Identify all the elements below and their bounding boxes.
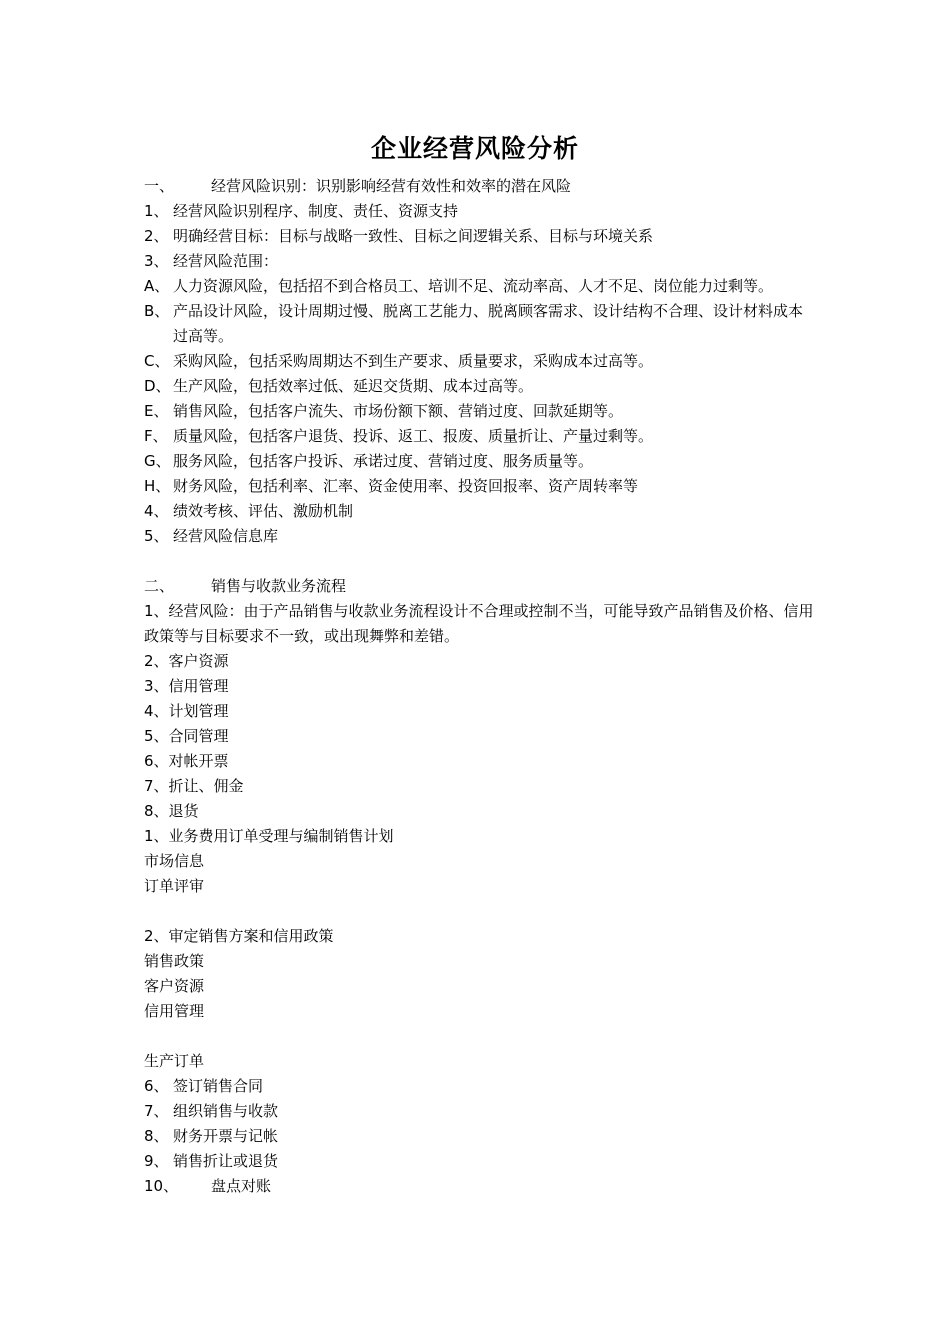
list-item — [144, 474, 814, 499]
list-item — [144, 1174, 814, 1199]
intro-text: 1、经营风险：由于产品销售与收款业务流程设计不合理或控制不当，可能导致产品销售及价格、信用政策等与目标要求不一致，或出现舞弊和差错。 — [144, 602, 814, 645]
item-text: 财务风险，包括利率、汇率、资金使用率、投资回报率、资产周转率等 — [173, 477, 639, 495]
list-item: 订单评审 — [144, 877, 205, 895]
item-marker: C、 — [144, 352, 170, 370]
item-marker: 6、 — [144, 1077, 169, 1095]
spacer — [144, 1024, 814, 1049]
list-item — [144, 499, 814, 524]
item-marker: B、 — [144, 302, 170, 320]
item-marker: 7、 — [144, 1102, 169, 1120]
page-title: 企业经营风险分析 — [370, 134, 579, 163]
item-marker: 1、 — [144, 202, 169, 220]
list-item — [144, 524, 814, 549]
list-item: 6、对帐开票 — [144, 752, 229, 770]
item-marker: 9、 — [144, 1152, 169, 1170]
list-item — [144, 1124, 814, 1149]
list-item: 8、退货 — [144, 802, 199, 820]
spacer — [144, 549, 814, 574]
item-marker: G、 — [144, 452, 171, 470]
list-item — [144, 399, 814, 424]
list-item — [144, 349, 814, 374]
document-body — [144, 174, 814, 1199]
list-item — [144, 274, 814, 299]
list-item: 2、客户资源 — [144, 652, 229, 670]
section2-list-a — [144, 649, 814, 899]
list-item — [144, 299, 814, 349]
section-heading-text: 销售与收款业务流程 — [211, 577, 347, 595]
list-item: 4、计划管理 — [144, 702, 229, 720]
item-marker: 4、 — [144, 502, 169, 520]
list-item: 3、信用管理 — [144, 677, 229, 695]
section2-list-c — [144, 1049, 814, 1074]
item-text: 经营风险识别程序、制度、责任、资源支持 — [173, 202, 459, 220]
section-marker: 一、 — [144, 177, 175, 195]
list-item — [144, 1149, 814, 1174]
list-item: 1、业务费用订单受理与编制销售计划 — [144, 827, 394, 845]
list-item: 5、合同管理 — [144, 727, 229, 745]
item-marker: A、 — [144, 277, 170, 295]
section-heading — [144, 574, 814, 599]
item-text: 销售折让或退货 — [173, 1152, 279, 1170]
section2-numbered-list — [144, 1074, 814, 1199]
item-text: 质量风险，包括客户退货、投诉、返工、报废、质量折让、产量过剩等。 — [173, 427, 654, 445]
item-text: 签订销售合同 — [173, 1077, 264, 1095]
list-item: 客户资源 — [144, 977, 205, 995]
list-item — [144, 449, 814, 474]
item-text: 产品设计风险，设计周期过慢、脱离工艺能力、脱离顾客需求、设计结构不合理、设计材料成本过高等。 — [173, 302, 804, 345]
item-marker: 5、 — [144, 527, 169, 545]
list-item — [144, 199, 814, 224]
item-text: 盘点对账 — [211, 1177, 272, 1195]
section-intro — [144, 599, 814, 649]
item-marker: E、 — [144, 402, 169, 420]
section-marker: 二、 — [144, 577, 175, 595]
item-marker: 2、 — [144, 227, 169, 245]
item-marker: 3、 — [144, 252, 169, 270]
item-marker: 10、 — [144, 1177, 179, 1195]
item-text: 销售风险，包括客户流失、市场份额下额、营销过度、回款延期等。 — [173, 402, 624, 420]
list-item: 销售政策 — [144, 952, 205, 970]
item-text: 明确经营目标：目标与战略一致性、目标之间逻辑关系、目标与环境关系 — [173, 227, 654, 245]
section-heading — [144, 174, 814, 199]
list-item — [144, 1099, 814, 1124]
list-item: 生产订单 — [144, 1052, 205, 1070]
section1-list — [144, 199, 814, 549]
item-text: 经营风险信息库 — [173, 527, 279, 545]
list-item: 7、折让、佣金 — [144, 777, 244, 795]
list-item — [144, 374, 814, 399]
list-item: 市场信息 — [144, 852, 205, 870]
list-item — [144, 249, 814, 274]
item-marker: D、 — [144, 377, 171, 395]
list-item — [144, 424, 814, 449]
spacer — [144, 899, 814, 924]
list-item — [144, 1074, 814, 1099]
item-text: 采购风险，包括采购周期达不到生产要求、质量要求，采购成本过高等。 — [173, 352, 654, 370]
item-text: 组织销售与收款 — [173, 1102, 279, 1120]
item-text: 人力资源风险，包括招不到合格员工、培训不足、流动率高、人才不足、岗位能力过剩等。 — [173, 277, 774, 295]
list-item — [144, 224, 814, 249]
item-marker: F、 — [144, 427, 168, 445]
list-item: 信用管理 — [144, 1002, 205, 1020]
item-marker: H、 — [144, 477, 171, 495]
item-text: 绩效考核、评估、激励机制 — [173, 502, 354, 520]
item-text: 财务开票与记帐 — [173, 1127, 279, 1145]
item-text: 经营风险范围： — [173, 252, 279, 270]
section-heading-text: 经营风险识别：识别影响经营有效性和效率的潜在风险 — [211, 177, 572, 195]
item-text: 服务风险，包括客户投诉、承诺过度、营销过度、服务质量等。 — [173, 452, 594, 470]
item-text: 生产风险，包括效率过低、延迟交货期、成本过高等。 — [173, 377, 534, 395]
list-item: 2、审定销售方案和信用政策 — [144, 927, 334, 945]
section2-list-b — [144, 924, 814, 1024]
item-marker: 8、 — [144, 1127, 169, 1145]
